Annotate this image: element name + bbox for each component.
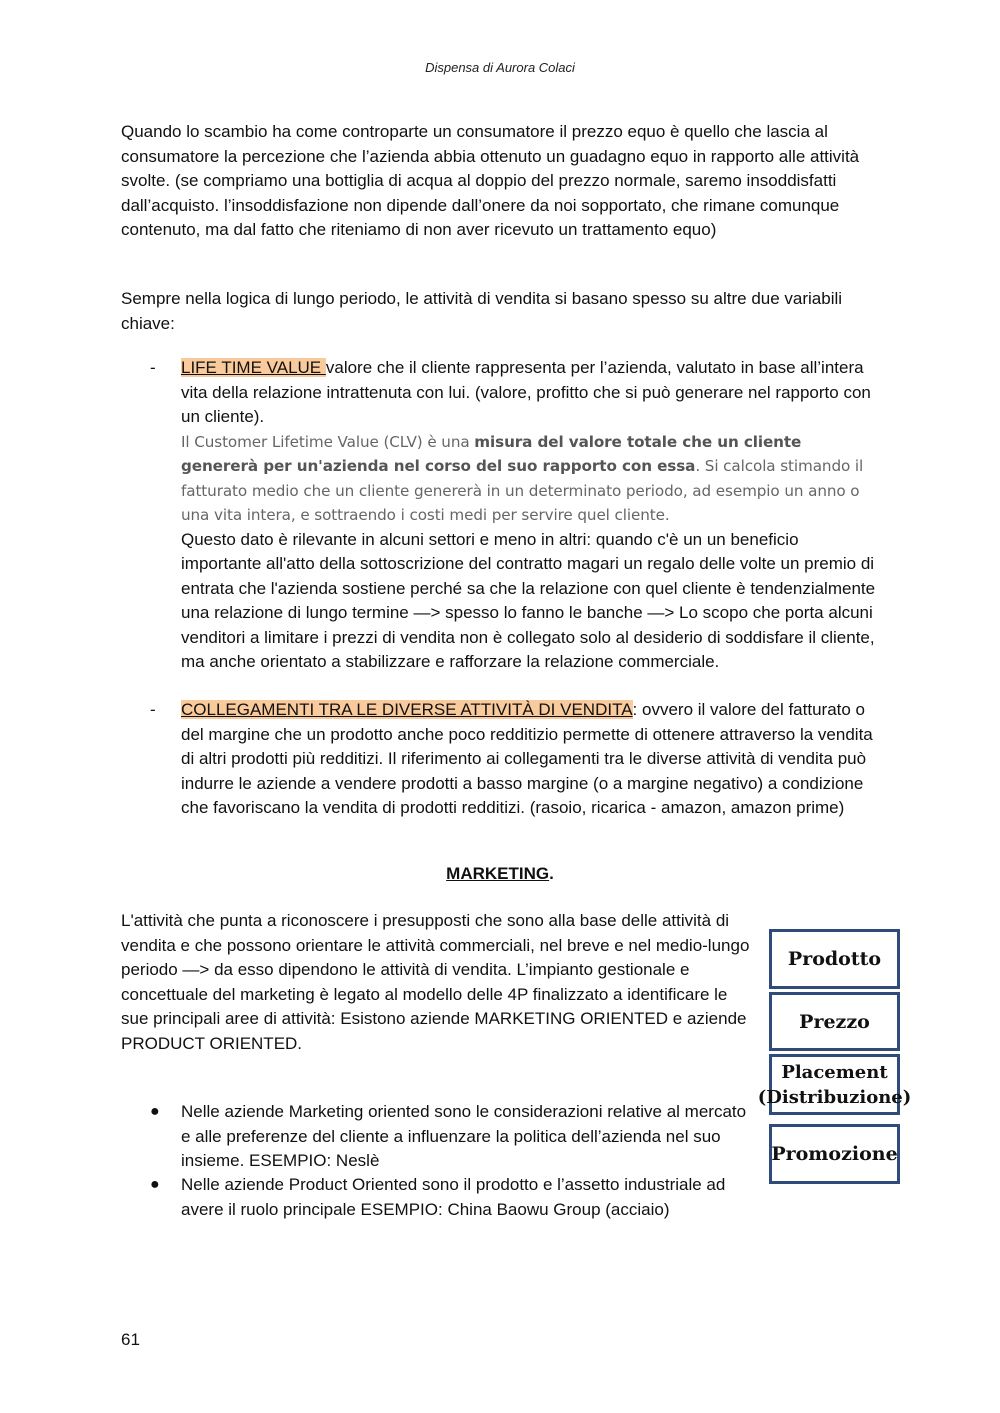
lifetime-value-detail: Questo dato è rilevante in alcuni settori e meno in altri: quando c'è un un beneficio importante all'atto della sottoscrizione del contratto magari un regalo delle volte un premio di entrata che l'azienda sostiene perché sa che la relazione con quel cliente è tendenzialmente una relazione di lungo termine —> spesso lo fanno le banche —> Lo scopo che porta alcuni venditori a limitare i prezzi di vendita non è collegato solo al desiderio di soddisfare il cliente, ma anche orientato a stabilizzare e rafforzare la relazione commerciale.: [181, 529, 876, 671]
four-p-box-prezzo: Prezzo: [769, 992, 900, 1051]
clv-post: . Si calcola stimando il fatturato medio che un cliente genererà in un determinato periodo, ad esempio un anno o una vita intera, e sottraendo i costi medi per servire quel cliente.: [181, 457, 864, 524]
paragraph-marketing: L'attività che punta a riconoscere i presupposti che sono alla base delle attività di vendita e che possono orientare le attività commerciali, nel breve e nel medio-lungo periodo —> da esso dipendono le attività di vendita. L’impianto gestionale e concettuale del marketing è legato al modello delle 4P finalizzato a identificare le sue principali aree di attività: Esistono aziende MARKETING ORIENTED e aziende PRODUCT ORIENTED.: [121, 911, 750, 1053]
section-heading-marketing: [0, 864, 1000, 884]
distribuzione-label: (Distribuzione): [757, 1086, 912, 1108]
sales-links-text: : ovvero il valore del fatturato o del margine che un prodotto anche poco redditizio permette di ottenere attraverso la vendita di altri prodotti più redditizi. Il riferimento ai collegamenti tra le diverse attività di vendita può indurre le aziende a vendere prodotti a basso margine (o a margine negativo) a condizione che favoriscano la vendita di prodotti redditizi. (rasoio, ricarica - amazon, amazon prime): [181, 700, 873, 817]
paragraph-key-variables: Sempre nella logica di lungo periodo, le attività di vendita si basano spesso su altre due variabili chiave:: [121, 289, 843, 333]
heading-dot: .: [549, 864, 554, 883]
list-item-sales-links: [181, 698, 881, 821]
highlight-sales-links: COLLEGAMENTI TRA LE DIVERSE ATTIVITÀ DI VENDITA: [181, 700, 633, 719]
bullet-product-oriented: Nelle aziende Product Oriented sono il prodotto e l’assetto industriale ad avere il ruolo principale ESEMPIO: China Baowu Group (acciaio): [181, 1175, 726, 1219]
highlight-lifetime-value: LIFE TIME VALUE: [181, 358, 326, 377]
placement-label: Placement: [781, 1061, 888, 1083]
heading-text: MARKETING: [446, 864, 550, 883]
list-dash: -: [150, 358, 156, 377]
page-header: Dispensa di Aurora Colaci: [425, 60, 575, 75]
page-number: 61: [121, 1330, 140, 1349]
list-item-lifetime-value: [181, 356, 881, 675]
list-dash: -: [150, 700, 156, 719]
bullet-marketing-oriented: Nelle aziende Marketing oriented sono le considerazioni relative al mercato e alle preferenze del cliente a influenzare la politica dell’azienda nel suo insieme. ESEMPIO: Neslè: [181, 1102, 747, 1170]
bullet-symbol: ●: [150, 1176, 160, 1193]
paragraph-fair-price: Quando lo scambio ha come controparte un consumatore il prezzo equo è quello che lascia al consumatore la percezione che l’azienda abbia ottenuto un guadagno equo in rapporto alle attività svolte. (se compriamo una bottiglia di acqua al doppio del prezzo normale, saremo insoddisfatti dall’acquisto. l’insoddisfazione non dipende dall’onere da noi sopportato, che rimane comunque contenuto, ma dal fatto che riteniamo di non aver ricevuto un trattamento equo): [121, 122, 860, 239]
four-p-box-promozione: Promozione: [769, 1124, 900, 1184]
clv-pre: Il Customer Lifetime Value (CLV) è una: [181, 432, 475, 451]
clv-definition: [181, 430, 881, 528]
clv-bold: misura del valore totale che un cliente genererà per un'azienda nel corso del suo rapporto con essa: [181, 432, 802, 475]
lifetime-value-text: valore che il cliente rappresenta per l’azienda, valutato in base all’intera vita della relazione intrattenuta con lui. (valore, profitto che si può generare nel rapporto con un cliente).: [181, 358, 871, 426]
bullet-symbol: ●: [150, 1103, 160, 1120]
four-p-box-placement: [757, 1054, 912, 1115]
four-p-box-prodotto: Prodotto: [769, 929, 900, 989]
